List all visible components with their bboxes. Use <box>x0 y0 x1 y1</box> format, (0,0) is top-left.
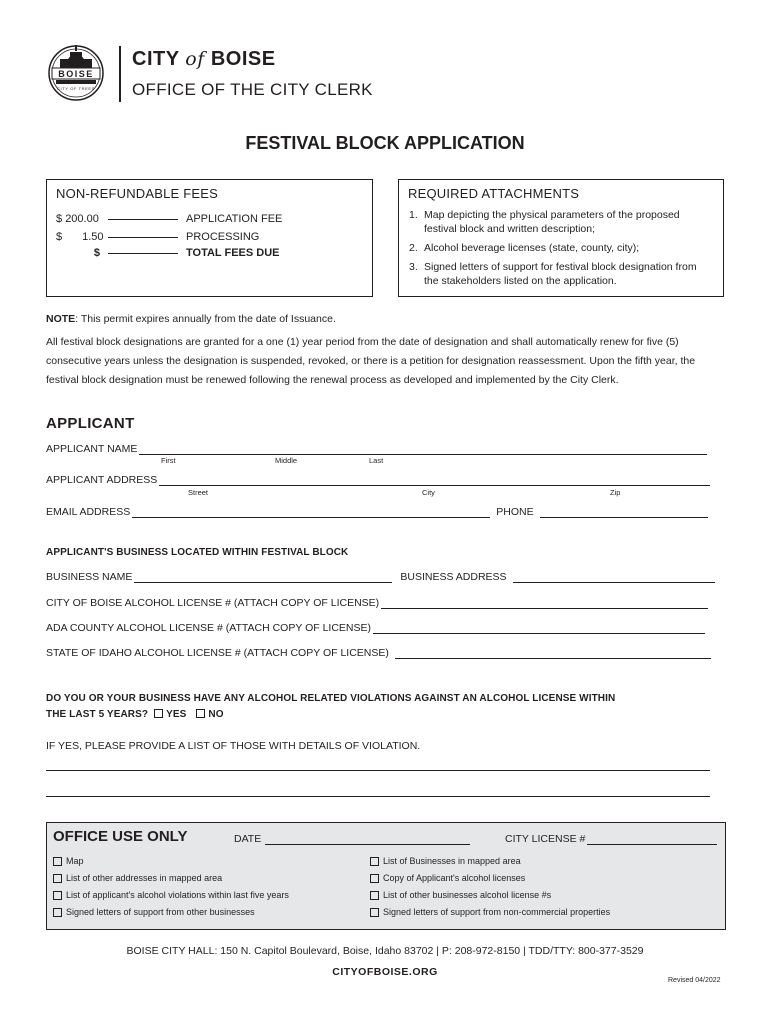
office-check-business-letters: Signed letters of support from other businesses <box>53 907 255 917</box>
applicant-address-field: APPLICANT ADDRESS <box>46 474 710 486</box>
attachments-box <box>398 179 724 297</box>
yes-checkbox[interactable] <box>154 709 163 718</box>
business-heading: APPLICANT'S BUSINESS LOCATED WITHIN FESTIVAL BLOCK <box>46 547 349 558</box>
fee-row-processing: $ 1.50 PROCESSING <box>56 231 260 243</box>
fee-blank[interactable] <box>108 237 178 238</box>
office-date-field: DATE <box>234 833 470 845</box>
attachments-list <box>409 208 714 293</box>
state-license-input[interactable] <box>395 649 711 659</box>
violations-details-line-2[interactable] <box>46 796 710 797</box>
office-checkbox[interactable] <box>370 857 379 866</box>
note: NOTE: This permit expires annually from the date of Issuance. <box>46 313 336 325</box>
seal-text-bottom: CITY OF TREES <box>57 86 95 91</box>
office-checkbox[interactable] <box>53 891 62 900</box>
business-name-field: BUSINESS NAME BUSINESS ADDRESS <box>46 571 715 583</box>
county-license-field: ADA COUNTY ALCOHOL LICENSE # (ATTACH COPY OF LICENSE) <box>46 622 705 634</box>
office-check-noncommercial-letters: Signed letters of support from non-commercial properties <box>370 907 610 917</box>
revision-date: Revised 04/2022 <box>668 977 721 984</box>
office-use-box <box>46 822 726 930</box>
header-divider <box>119 46 121 102</box>
office-checkbox[interactable] <box>53 908 62 917</box>
violations-details-line-1[interactable] <box>46 770 710 771</box>
list-item: 3. Signed letters of support for festival block designation from the stakeholders listed on the application. <box>409 261 697 287</box>
footer-address: BOISE CITY HALL: 150 N. Capitol Boulevard, Boise, Idaho 83702 | P: 208-972-8150 | TDD/TTY: 800-377-3529 <box>126 945 644 957</box>
violations-question-line2: THE LAST 5 YEARS? YES NO <box>46 709 224 720</box>
applicant-heading: APPLICANT <box>46 415 135 432</box>
business-address-input[interactable] <box>513 573 715 583</box>
office-city-license-input[interactable] <box>587 835 717 845</box>
office-checkbox[interactable] <box>370 874 379 883</box>
fee-blank[interactable] <box>108 219 178 220</box>
office-city-license-field: CITY LICENSE # <box>505 833 717 845</box>
address-sub-city: City <box>422 488 435 497</box>
letterhead <box>46 42 446 104</box>
city-license-input[interactable] <box>381 599 708 609</box>
fee-row-total: $ TOTAL FEES DUE <box>93 247 280 259</box>
seal-text-top: BOISE <box>58 69 94 79</box>
applicant-name-field: APPLICANT NAME <box>46 443 707 455</box>
fees-box <box>46 179 373 297</box>
page-title: FESTIVAL BLOCK APPLICATION <box>245 133 525 153</box>
applicant-address-input[interactable] <box>159 476 710 486</box>
name-sub-first: First <box>161 456 176 465</box>
office-check-business-list: List of Businesses in mapped area <box>370 856 521 866</box>
office-checkbox[interactable] <box>53 874 62 883</box>
office-checkbox[interactable] <box>370 891 379 900</box>
applicant-name-input[interactable] <box>139 445 707 455</box>
phone-input[interactable] <box>540 508 708 518</box>
list-item: 2. Alcohol beverage licenses (state, county, city); <box>409 242 640 254</box>
name-sub-middle: Middle <box>275 456 298 465</box>
list-item: 1. Map depicting the physical parameters of the proposed festival block and written description; <box>409 209 680 235</box>
total-fee-blank[interactable] <box>108 253 178 254</box>
no-checkbox[interactable] <box>196 709 205 718</box>
city-name: CITY of BOISE <box>132 48 276 70</box>
office-check-other-addresses: List of other addresses in mapped area <box>53 873 222 883</box>
office-check-licenses-copy: Copy of Applicant's alcohol licenses <box>370 873 525 883</box>
office-check-violations: List of applicant's alcohol violations within last five years <box>53 890 289 900</box>
attachments-heading: REQUIRED ATTACHMENTS <box>408 186 580 201</box>
office-checkbox[interactable] <box>53 857 62 866</box>
office-use-heading: OFFICE USE ONLY <box>53 828 188 845</box>
city-seal-icon <box>46 42 106 102</box>
address-sub-street: Street <box>188 488 209 497</box>
office-name: OFFICE OF THE CITY CLERK <box>132 80 373 99</box>
office-check-other-licenses: List of other businesses alcohol license #s <box>370 890 551 900</box>
name-sub-last: Last <box>369 456 384 465</box>
email-input[interactable] <box>132 508 490 518</box>
designation-paragraph: All festival block designations are granted for a one (1) year period from the date of designation and shall automatically renew for five (5) consecutive years unless the designation is suspended, revoked, or there is a petition for designation reassessment. Upon the fifth year, the festival block designation must be renewed following the renewal process as developed and implemented by the City Clerk. <box>46 336 696 386</box>
email-field: EMAIL ADDRESS PHONE <box>46 506 708 518</box>
violations-question: DO YOU OR YOUR BUSINESS HAVE ANY ALCOHOL RELATED VIOLATIONS AGAINST AN ALCOHOL LICENSE WITHIN <box>46 693 616 704</box>
address-sub-zip: Zip <box>610 488 621 497</box>
office-checkbox[interactable] <box>370 908 379 917</box>
office-date-input[interactable] <box>265 835 470 845</box>
fee-row-application: $ 200.00 APPLICATION FEE <box>56 213 283 225</box>
business-name-input[interactable] <box>134 573 392 583</box>
violations-details-prompt: IF YES, PLEASE PROVIDE A LIST OF THOSE WITH DETAILS OF VIOLATION. <box>46 740 421 752</box>
footer-website: CITYOFBOISE.ORG <box>332 966 438 978</box>
office-check-map: Map <box>53 856 84 866</box>
city-license-field: CITY OF BOISE ALCOHOL LICENSE # (ATTACH COPY OF LICENSE) <box>46 597 708 609</box>
state-license-field: STATE OF IDAHO ALCOHOL LICENSE # (ATTACH COPY OF LICENSE) <box>46 647 711 659</box>
fees-heading: NON-REFUNDABLE FEES <box>56 186 218 201</box>
county-license-input[interactable] <box>373 624 705 634</box>
